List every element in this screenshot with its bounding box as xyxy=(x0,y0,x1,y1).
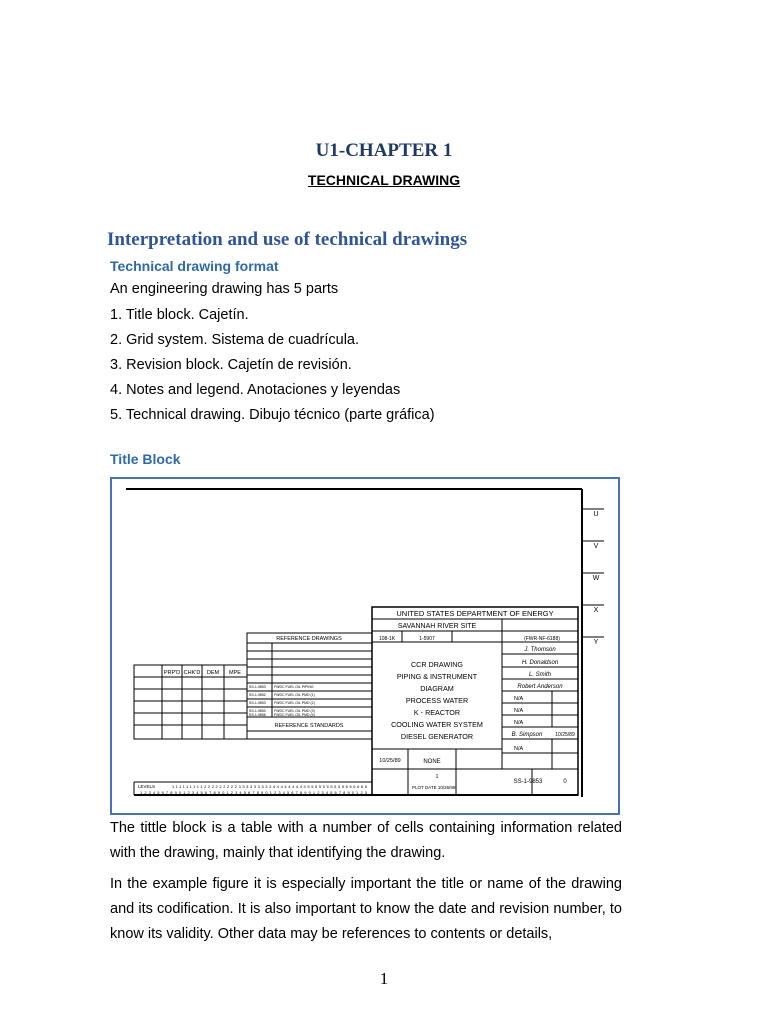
list-item: 4. Notes and legend. Anotaciones y leyendas xyxy=(110,382,401,398)
list-item: 2. Grid system. Sistema de cuadrícula. xyxy=(110,332,360,348)
revision-header: DEM xyxy=(206,670,220,676)
grid-letter: Y xyxy=(593,639,599,646)
scale-digits: 1111111112222222223333333334444444445555555555666666 xyxy=(172,784,367,789)
ref-label: FWDC FUEL OIL PMD (4) xyxy=(274,713,315,717)
page-number: 1 xyxy=(379,969,389,988)
revision-header: CHK'D xyxy=(183,670,201,676)
revision-header: MPE xyxy=(229,670,241,676)
title-block-figure xyxy=(110,477,620,815)
signature: H. Donaldson xyxy=(521,660,559,666)
drawing-title-line: K - REACTOR xyxy=(413,708,461,717)
sheet-number: 1 xyxy=(435,774,439,780)
revision-header: PRP'D xyxy=(163,670,181,676)
chapter-subtitle: TECHNICAL DRAWING xyxy=(307,172,461,188)
date-issued: 10/25/89 xyxy=(379,758,401,764)
building-number: 108-1K xyxy=(378,636,396,642)
reference-standards-title: REFERENCE STANDARDS xyxy=(274,723,344,729)
grid-letter: U xyxy=(593,511,599,518)
grid-letter: X xyxy=(593,607,599,614)
scale-digits: 12345678901234567890123456789012345678901234567890123 xyxy=(140,790,368,795)
ref-number: SS-1-9850 xyxy=(249,709,266,713)
levels-label: LEVELS xyxy=(138,784,156,789)
grid-letter: W xyxy=(592,575,600,582)
drawing-title-line: CCR DRAWING xyxy=(410,660,464,669)
ref-number: SS-1-9853 xyxy=(249,685,266,689)
signature: L. Smith xyxy=(528,672,552,678)
ref-number: SS-1-9852 xyxy=(249,693,266,697)
job-number: 1-5907 xyxy=(419,636,435,642)
site-name: SAVANNAH RIVER SITE xyxy=(397,623,477,630)
plot-date: PLOT DATE 10/26/89 xyxy=(412,785,456,790)
title-block-drawing xyxy=(112,479,618,813)
ref-label: FWDC FUEL OIL PMD (3) xyxy=(274,709,315,713)
signature: N/A xyxy=(514,746,524,752)
list-item: 1. Title block. Cajetín. xyxy=(110,307,249,323)
list-item: 5. Technical drawing. Dibujo técnico (parte gráfica) xyxy=(110,407,435,423)
revision-number: 0 xyxy=(563,779,567,785)
ref-number: SS-1-9856 xyxy=(249,713,266,717)
signature: N/A xyxy=(514,708,524,714)
fixed-id: (FWR-NF-6188) xyxy=(524,636,560,642)
chapter-title: U1-CHAPTER 1 xyxy=(315,140,453,161)
subsection-heading: Technical drawing format xyxy=(110,258,279,274)
grid-letter: V xyxy=(593,543,599,550)
reference-drawings-title: REFERENCE DRAWINGS xyxy=(276,636,342,642)
paragraph: In the example figure it is especially important the title or name of the drawing and its codification. It is also important to know the date and revision number, to know its validity. Other data may be references to contents or details, xyxy=(110,876,622,942)
ref-number: SS-1-9853 xyxy=(249,701,266,705)
drawing-title-line: DIESEL GENERATOR xyxy=(400,732,474,741)
drawing-number: SS-1-9853 xyxy=(513,779,543,785)
list-item: 3. Revision block. Cajetín de revisión. xyxy=(110,357,352,373)
signature: N/A xyxy=(514,720,524,726)
ref-label: FWDC FUEL OIL PMD (2) xyxy=(274,701,315,705)
ref-label: FWDC FUEL OIL PMD (1) xyxy=(274,693,315,697)
ref-label: FWDC FUEL OIL PIPING xyxy=(274,685,314,689)
org-name: UNITED STATES DEPARTMENT OF ENERGY xyxy=(396,609,554,618)
signature: Robert Anderson xyxy=(517,684,563,690)
drawing-title-line: PROCESS WATER xyxy=(405,696,469,705)
section-heading: Interpretation and use of technical drawings xyxy=(107,229,468,250)
scale-value: NONE xyxy=(423,759,441,765)
signature: N/A xyxy=(514,696,524,702)
drawing-title-line: PIPING & INSTRUMENT xyxy=(396,672,478,681)
title-block-heading: Title Block xyxy=(110,451,181,467)
intro-text: An engineering drawing has 5 parts xyxy=(110,281,339,297)
drawing-title-line: DIAGRAM xyxy=(420,684,454,693)
signature-date: 10/25/89 xyxy=(555,732,575,738)
signature: J. Thomson xyxy=(524,647,556,653)
signature: B. Simpson xyxy=(511,732,543,738)
drawing-title-line: COOLING WATER SYSTEM xyxy=(391,720,483,729)
paragraph: The tittle block is a table with a number of cells containing information related with the drawing, mainly that identifying the drawing. xyxy=(110,820,622,861)
